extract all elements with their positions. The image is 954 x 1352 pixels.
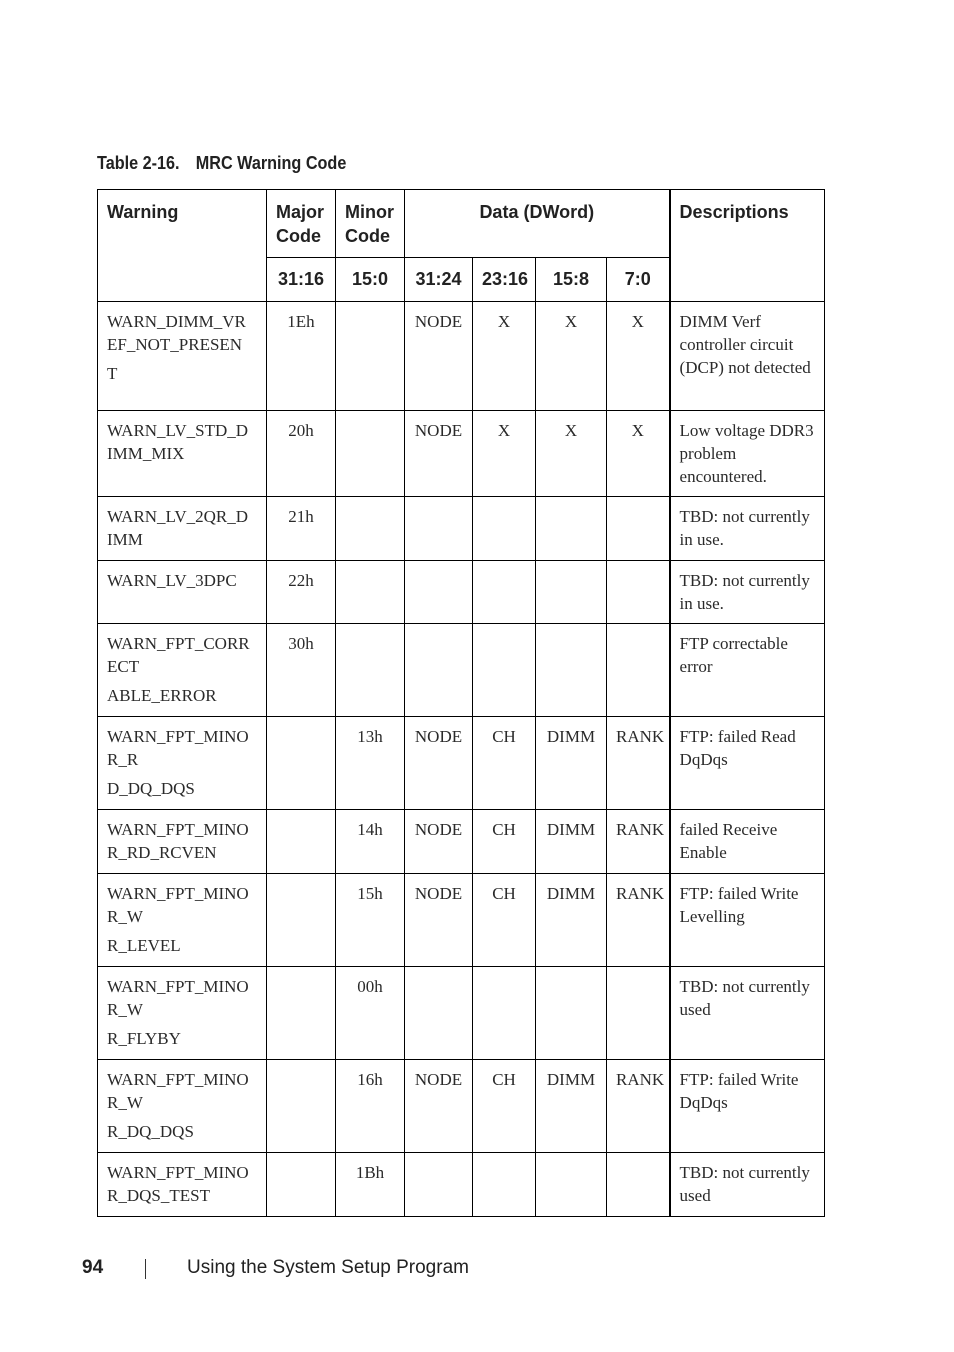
data-15-8-cell — [536, 1153, 607, 1217]
table-row — [98, 561, 825, 624]
data-7-0-cell — [607, 1153, 670, 1217]
description-cell: DIMM Verf controller circuit (DCP) not detected — [670, 302, 825, 411]
warning-name-line: WARN_FPT_MINO — [107, 820, 249, 839]
header-data-bits-23-16: 23:16 — [473, 258, 536, 302]
major-code-cell: 22h — [267, 561, 336, 624]
data-7-0-cell: X — [607, 411, 670, 497]
footer-section-title: Using the System Setup Program — [187, 1257, 469, 1278]
table-row — [98, 1153, 825, 1217]
warning-name-line: WARN_FPT_MINO — [107, 977, 249, 996]
data-23-16-cell: X — [473, 411, 536, 497]
warning-name-cell — [98, 810, 267, 874]
warning-name-line: T — [107, 364, 118, 383]
header-minor-code: Minor Code — [336, 190, 405, 258]
data-15-8-cell — [536, 967, 607, 1060]
data-31-24-cell — [405, 624, 473, 717]
warning-name-line: WARN_FPT_CORR — [107, 634, 250, 653]
warning-name-line: R_DQ_DQS — [107, 1122, 194, 1141]
header-minor-bits: 15:0 — [336, 258, 405, 302]
warning-name-cell — [98, 874, 267, 967]
table-row — [98, 497, 825, 561]
description-cell: TBD: not currently in use. — [670, 497, 825, 561]
data-23-16-cell: X — [473, 302, 536, 411]
warning-name-line: R_DQS_TEST — [107, 1186, 210, 1205]
table-body — [98, 302, 825, 1217]
data-31-24-cell — [405, 967, 473, 1060]
warning-name-line: EF_NOT_PRESEN — [107, 335, 243, 354]
warning-name-line: R_W — [107, 1093, 143, 1112]
warning-name-line: WARN_FPT_MINO — [107, 1070, 249, 1089]
data-7-0-cell: X — [607, 302, 670, 411]
data-15-8-cell: DIMM — [536, 717, 607, 810]
description-cell: Low voltage DDR3 problem encountered. — [670, 411, 825, 497]
header-data-bits-31-24: 31:24 — [405, 258, 473, 302]
table-row — [98, 810, 825, 874]
warning-name-cell — [98, 561, 267, 624]
description-cell: failed Receive Enable — [670, 810, 825, 874]
data-7-0-cell — [607, 497, 670, 561]
data-31-24-cell: NODE — [405, 717, 473, 810]
data-31-24-cell — [405, 497, 473, 561]
data-15-8-cell — [536, 624, 607, 717]
data-7-0-cell — [607, 967, 670, 1060]
table-row — [98, 302, 825, 411]
description-cell: FTP: failed Read DqDqs — [670, 717, 825, 810]
header-major-code: Major Code — [267, 190, 336, 258]
minor-code-cell — [336, 411, 405, 497]
header-data-dword: Data (DWord) — [405, 190, 670, 258]
warning-name-line: WARN_LV_STD_D — [107, 421, 249, 440]
warning-name-line: WARN_LV_2QR_D — [107, 507, 249, 526]
warning-name-line: R_LEVEL — [107, 936, 181, 955]
warning-name-line: D_DQ_DQS — [107, 779, 195, 798]
warning-name-line: R_R — [107, 750, 139, 769]
table-row — [98, 717, 825, 810]
data-7-0-cell — [607, 561, 670, 624]
warning-name-cell — [98, 497, 267, 561]
description-cell: FTP correctable error — [670, 624, 825, 717]
major-code-cell — [267, 717, 336, 810]
major-code-cell: 21h — [267, 497, 336, 561]
warning-name-line: R_W — [107, 907, 143, 926]
warning-name-line: ECT — [107, 657, 140, 676]
header-warning: Warning — [98, 190, 267, 302]
data-15-8-cell: X — [536, 411, 607, 497]
warning-name-line: ABLE_ERROR — [107, 686, 217, 705]
table-row — [98, 874, 825, 967]
minor-code-cell: 14h — [336, 810, 405, 874]
description-cell: TBD: not currently used — [670, 1153, 825, 1217]
mrc-warning-table — [97, 189, 825, 1217]
data-7-0-cell: RANK — [607, 810, 670, 874]
major-code-cell: 20h — [267, 411, 336, 497]
major-code-cell — [267, 967, 336, 1060]
warning-name-line: R_RD_RCVEN — [107, 843, 217, 862]
warning-name-line: WARN_FPT_MINO — [107, 1163, 249, 1182]
major-code-cell — [267, 874, 336, 967]
minor-code-cell — [336, 302, 405, 411]
caption-label: Table 2-16. — [97, 153, 180, 173]
data-31-24-cell: NODE — [405, 411, 473, 497]
data-31-24-cell: NODE — [405, 810, 473, 874]
minor-code-cell — [336, 624, 405, 717]
data-31-24-cell: NODE — [405, 302, 473, 411]
header-data-bits-7-0: 7:0 — [607, 258, 670, 302]
warning-name-cell — [98, 717, 267, 810]
data-31-24-cell: NODE — [405, 874, 473, 967]
data-31-24-cell — [405, 1153, 473, 1217]
minor-code-cell: 13h — [336, 717, 405, 810]
description-cell: TBD: not currently in use. — [670, 561, 825, 624]
warning-name-cell — [98, 1153, 267, 1217]
table-caption — [97, 153, 346, 174]
table-row — [98, 624, 825, 717]
major-code-cell — [267, 1060, 336, 1153]
footer-separator — [145, 1259, 146, 1279]
warning-name-cell — [98, 302, 267, 411]
data-15-8-cell: X — [536, 302, 607, 411]
minor-code-cell: 16h — [336, 1060, 405, 1153]
data-23-16-cell — [473, 1153, 536, 1217]
data-15-8-cell: DIMM — [536, 1060, 607, 1153]
table-row — [98, 967, 825, 1060]
warning-name-line: WARN_DIMM_VR — [107, 312, 246, 331]
warning-name-cell — [98, 624, 267, 717]
table-row — [98, 1060, 825, 1153]
data-7-0-cell: RANK — [607, 1060, 670, 1153]
minor-code-cell: 15h — [336, 874, 405, 967]
major-code-cell: 1Eh — [267, 302, 336, 411]
data-7-0-cell: RANK — [607, 874, 670, 967]
data-7-0-cell: RANK — [607, 717, 670, 810]
data-23-16-cell: CH — [473, 717, 536, 810]
description-cell: FTP: failed Write DqDqs — [670, 1060, 825, 1153]
warning-name-line: WARN_FPT_MINO — [107, 884, 249, 903]
data-23-16-cell: CH — [473, 1060, 536, 1153]
data-23-16-cell — [473, 967, 536, 1060]
caption-title: MRC Warning Code — [195, 153, 347, 173]
major-code-cell — [267, 1153, 336, 1217]
data-23-16-cell — [473, 497, 536, 561]
major-code-cell — [267, 810, 336, 874]
warning-name-line: WARN_FPT_MINO — [107, 727, 249, 746]
data-23-16-cell: CH — [473, 874, 536, 967]
warning-name-line: IMM_MIX — [107, 444, 185, 463]
data-15-8-cell — [536, 561, 607, 624]
data-23-16-cell — [473, 624, 536, 717]
table-row — [98, 411, 825, 497]
data-15-8-cell — [536, 497, 607, 561]
warning-name-line: R_FLYBY — [107, 1029, 181, 1048]
warning-name-line: IMM — [107, 530, 143, 549]
minor-code-cell: 1Bh — [336, 1153, 405, 1217]
data-23-16-cell: CH — [473, 810, 536, 874]
data-15-8-cell: DIMM — [536, 810, 607, 874]
header-data-bits-15-8: 15:8 — [536, 258, 607, 302]
warning-name-cell — [98, 967, 267, 1060]
data-31-24-cell: NODE — [405, 1060, 473, 1153]
description-cell: FTP: failed Write Levelling — [670, 874, 825, 967]
data-7-0-cell — [607, 624, 670, 717]
warning-name-line: WARN_LV_3DPC — [107, 571, 237, 590]
minor-code-cell — [336, 497, 405, 561]
data-31-24-cell — [405, 561, 473, 624]
minor-code-cell — [336, 561, 405, 624]
description-cell: TBD: not currently used — [670, 967, 825, 1060]
header-descriptions: Descriptions — [670, 190, 825, 302]
warning-name-cell — [98, 1060, 267, 1153]
major-code-cell: 30h — [267, 624, 336, 717]
data-15-8-cell: DIMM — [536, 874, 607, 967]
minor-code-cell: 00h — [336, 967, 405, 1060]
header-major-bits: 31:16 — [267, 258, 336, 302]
warning-name-cell — [98, 411, 267, 497]
page-number: 94 — [82, 1257, 104, 1278]
data-23-16-cell — [473, 561, 536, 624]
warning-name-line: R_W — [107, 1000, 143, 1019]
